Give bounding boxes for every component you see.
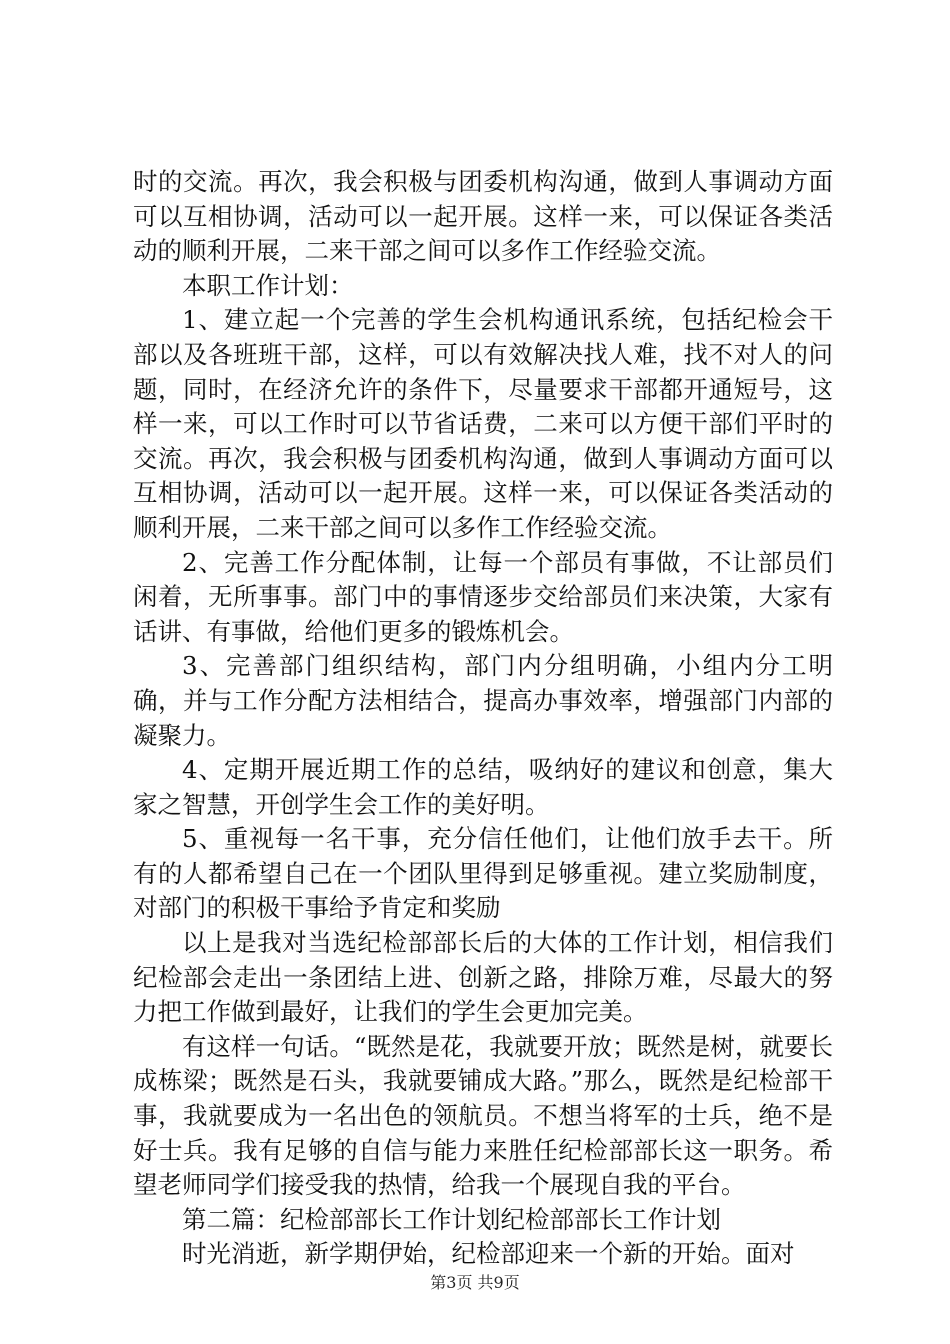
summary-paragraph: 以上是我对当选纪检部部长后的大体的工作计划，相信我们纪检部会走出一条团结上进、创新之路，排除万难，尽最大的努力把工作做到最好，让我们的学生会更加完美。 [133, 928, 833, 1027]
plan-item-4: 4、定期开展近期工作的总结，吸纳好的建议和创意，集大家之智慧，开创学生会工作的美好明。 [133, 755, 833, 819]
page-footer [0, 1273, 950, 1293]
plan-item-1: 1、建立起一个完善的学生会机构通讯系统，包括纪检会干部以及各班班干部，这样，可以有效解决找人难，找不对人的问题，同时，在经济允许的条件下，尽量要求干部都开通短号，这样一来，可以工作时可以节省话费，二来可以方便干部们平时的交流。再次，我会积极与团委机构沟通，做到人事调动方面可以互相协调，活动可以一起开展。这样一来，可以保证各类活动的顺利开展，二来干部之间可以多作工作经验交流。 [133, 305, 833, 542]
plan-item-5: 5、重视每一名干事，充分信任他们，让他们放手去干。所有的人都希望自己在一个团队里得到足够重视。建立奖励制度，对部门的积极干事给予肯定和奖励 [133, 824, 833, 923]
page-number-label: 第3页 共9页 [430, 1273, 520, 1292]
plan-item-2: 2、完善工作分配体制，让每一个部员有事做，不让部员们闲着，无所事事。部门中的事情逐步交给部员们来决策，大家有话讲、有事做，给他们更多的锻炼机会。 [133, 547, 833, 646]
chapter-opening-paragraph: 时光消逝，新学期伊始，纪检部迎来一个新的开始。面对 [182, 1239, 795, 1269]
chapter-heading-part-two: 第二篇：纪检部部长工作计划纪检部部长工作计划 [182, 1204, 721, 1234]
document-body [133, 165, 833, 1272]
plan-item-3: 3、完善部门组织结构，部门内分组明确，小组内分工明确，并与工作分配方法相结合，提高办事效率，增强部门内部的凝聚力。 [133, 651, 833, 750]
paragraph-continuation: 时的交流。再次，我会积极与团委机构沟通，做到人事调动方面可以互相协调，活动可以一起开展。这样一来，可以保证各类活动的顺利开展，二来干部之间可以多作工作经验交流。 [133, 167, 833, 266]
closing-paragraph: 有这样一句话。“既然是花，我就要开放；既然是树，就要长成栋梁；既然是石头，我就要铺成大路。”那么，既然是纪检部干事，我就要成为一名出色的领航员。不想当将军的士兵，绝不是好士兵。我有足够的自信与能力来胜任纪检部部长这一职务。希望老师同学们接受我的热情，给我一个展现自我的平台。 [133, 1031, 833, 1200]
section-heading-duty-plan: 本职工作计划： [182, 270, 354, 300]
